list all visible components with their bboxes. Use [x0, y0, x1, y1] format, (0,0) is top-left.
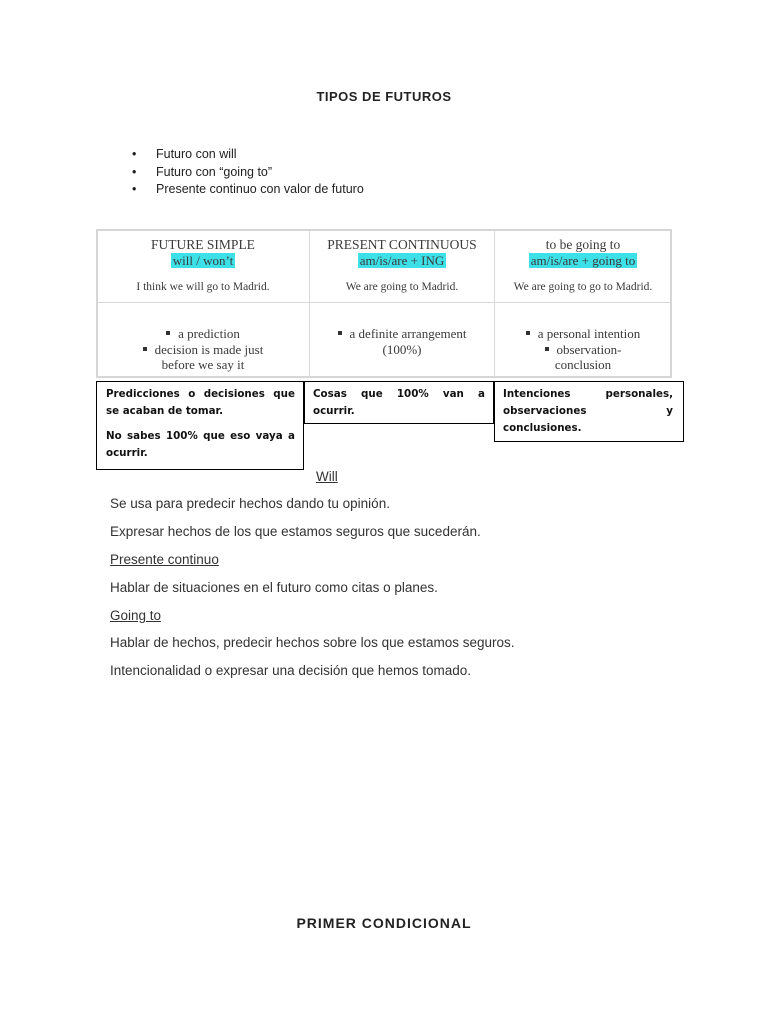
paragraph: Se usa para predecir hechos dando tu opinión. [110, 496, 390, 511]
paragraph: Hablar de hechos, predecir hechos sobre los que estamos seguros. [110, 635, 515, 650]
form-highlight: am/is/are + going to [530, 253, 636, 268]
column-title: PRESENT CONTINUOUS [327, 237, 477, 252]
table-column-present-continuous [309, 231, 494, 376]
column-example: I think we will go to Madrid. [136, 281, 270, 293]
futures-comparison-table [96, 229, 672, 378]
square-bullet-icon [338, 331, 342, 335]
note-box-going-to: Intenciones personales, observaciones y conclusiones. [494, 381, 684, 442]
future-types-list [132, 146, 364, 199]
section-heading-will: Will [316, 469, 338, 484]
note-box-present-continuous: Cosas que 100% van a ocurrir. [304, 381, 494, 424]
page-title: TIPOS DE FUTUROS [316, 89, 452, 104]
section-heading-present-continuous: Presente continuo [110, 552, 219, 567]
list-item: conclusion [554, 357, 612, 372]
square-bullet-icon [143, 347, 147, 351]
column-title: to be going to [545, 237, 621, 252]
section-heading-going-to: Going to [110, 608, 162, 623]
list-item: • Futuro con will [132, 146, 364, 164]
square-bullet-icon [526, 331, 530, 335]
column-title: FUTURE SIMPLE [151, 237, 255, 252]
list-item: • Futuro con “going to” [132, 164, 364, 182]
list-item: a personal intention [495, 326, 671, 342]
note-box-will: Predicciones o decisiones que se acaban de tomar. No sabes 100% que eso vaya a ocurrir. [96, 381, 304, 470]
column-example: We are going to Madrid. [345, 281, 459, 293]
column-example: We are going to go to Madrid. [513, 281, 653, 293]
list-item: before we say it [161, 357, 245, 372]
form-highlight: will / won’t [172, 253, 234, 268]
column-points [98, 326, 308, 373]
column-points [495, 326, 671, 373]
paragraph: Expresar hechos de los que estamos seguros que sucederán. [110, 524, 481, 539]
table-divider [98, 302, 670, 303]
form-highlight: am/is/are + ING [359, 253, 445, 268]
section-title: PRIMER CONDICIONAL [296, 915, 472, 931]
column-points [310, 326, 494, 357]
square-bullet-icon [166, 331, 170, 335]
list-item: a definite arrangement [310, 326, 494, 342]
paragraph: Hablar de situaciones en el futuro como citas o planes. [110, 580, 438, 595]
list-item: a prediction [98, 326, 308, 342]
list-item: (100%) [382, 341, 422, 357]
square-bullet-icon [545, 347, 549, 351]
paragraph: Intencionalidad o expresar una decisión que hemos tomado. [110, 663, 471, 678]
list-item: observation- [495, 342, 671, 358]
list-item: decision is made just [98, 342, 308, 358]
table-column-future-simple [98, 231, 308, 376]
table-column-going-to [494, 231, 671, 376]
list-item: • Presente continuo con valor de futuro [132, 181, 364, 199]
